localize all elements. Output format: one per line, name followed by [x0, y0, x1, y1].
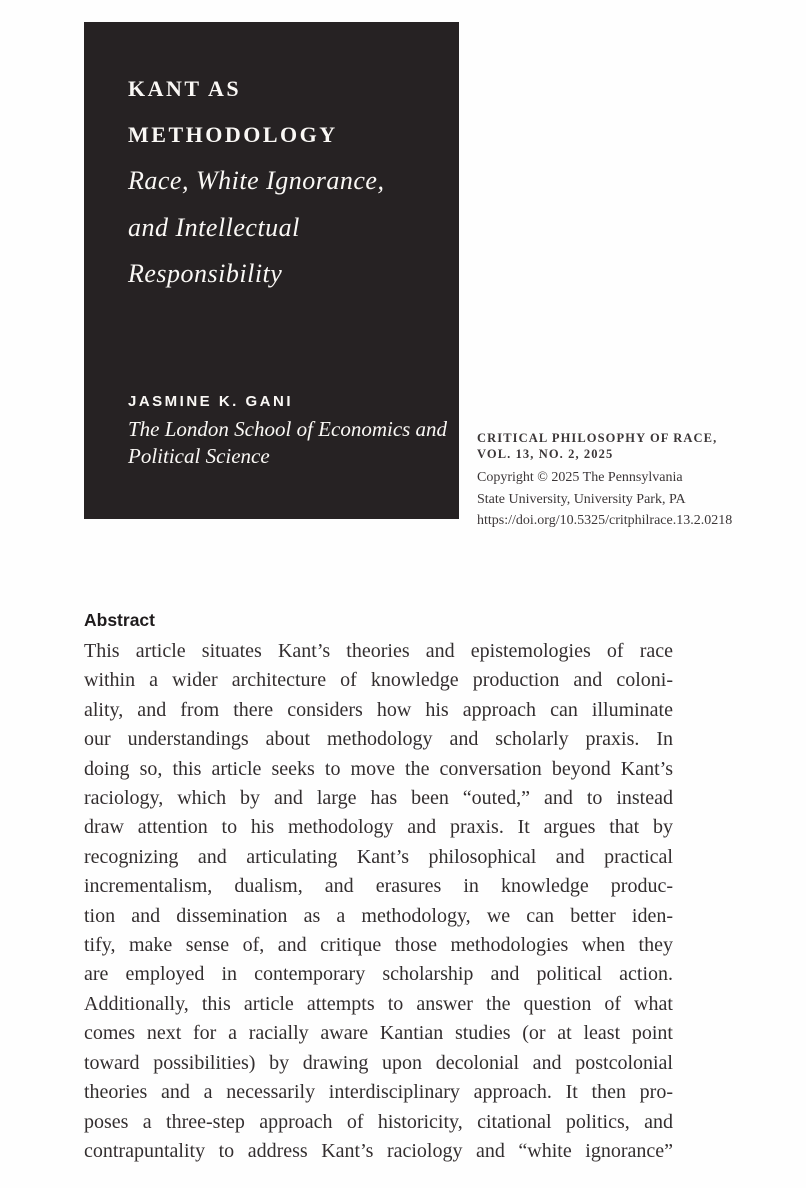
abstract-line: contrapuntality to address Kant’s raciology and “white ignorance”	[84, 1139, 673, 1162]
abstract-line: incrementalism, dualism, and erasures in knowledge produc-	[84, 875, 673, 898]
journal-copyright-block	[477, 467, 777, 532]
article-subtitle-line: Responsibility	[128, 259, 283, 288]
abstract-line: recognizing and articulating Kant’s philosophical and practical	[84, 845, 673, 868]
abstract-heading: Abstract	[84, 610, 155, 630]
abstract-line: our understandings about methodology and scholarly praxis. In	[84, 728, 673, 751]
doi-link[interactable]: https://doi.org/10.5325/critphilrace.13.2.0218	[477, 513, 733, 529]
article-title	[128, 66, 338, 158]
article-subtitle-line: and Intellectual	[128, 212, 300, 242]
abstract-line: Additionally, this article attempts to answer the question of what	[84, 992, 673, 1015]
journal-volume: VOL. 13, NO. 2, 2025	[477, 446, 614, 461]
article-title-line: KANT AS	[128, 76, 242, 101]
abstract-line: within a wider architecture of knowledge production and coloni-	[84, 669, 673, 692]
abstract-line: comes next for a racially aware Kantian studies (or at least point	[84, 1022, 673, 1045]
cover-panel	[84, 22, 459, 519]
abstract-line: toward possibilities) by drawing upon decolonial and postcolonial	[84, 1051, 673, 1074]
author-affiliation-line: The London School of Economics and	[128, 417, 448, 441]
abstract-line: doing so, this article seeks to move the conversation beyond Kant’s	[84, 757, 673, 780]
author-affiliation-line: Political Science	[128, 444, 270, 468]
abstract-line: raciology, which by and large has been “outed,” and to instead	[84, 787, 673, 810]
abstract-line: tify, make sense of, and critique those methodologies when they	[84, 934, 673, 957]
author-affiliation	[128, 416, 447, 470]
author-name: JASMINE K. GANI	[128, 393, 294, 410]
abstract-line: tion and dissemination as a methodology, we can better iden-	[84, 904, 673, 927]
journal-name-block	[477, 431, 777, 462]
copyright-line-2: State University, University Park, PA	[477, 491, 686, 507]
article-subtitle	[128, 158, 384, 298]
journal-name: CRITICAL PHILOSOPHY OF RACE,	[477, 431, 718, 445]
abstract-line: draw attention to his methodology and praxis. It argues that by	[84, 816, 673, 839]
abstract-line: theories and a necessarily interdisciplinary approach. It then pro-	[84, 1081, 673, 1104]
abstract-line: poses a three-step approach of historicity, citational politics, and	[84, 1110, 673, 1133]
article-title-line: METHODOLOGY	[128, 122, 338, 147]
journal-citation	[477, 431, 777, 532]
abstract-section	[84, 609, 673, 1166]
abstract-line: are employed in contemporary scholarship and political action.	[84, 963, 673, 986]
abstract-text	[84, 637, 673, 1166]
abstract-line: ality, and from there considers how his approach can illuminate	[84, 698, 673, 721]
abstract-line: This article situates Kant’s theories and epistemologies of race	[84, 640, 673, 662]
article-subtitle-line: Race, White Ignorance,	[128, 166, 385, 195]
copyright-line-1: Copyright © 2025 The Pennsylvania	[477, 470, 683, 485]
